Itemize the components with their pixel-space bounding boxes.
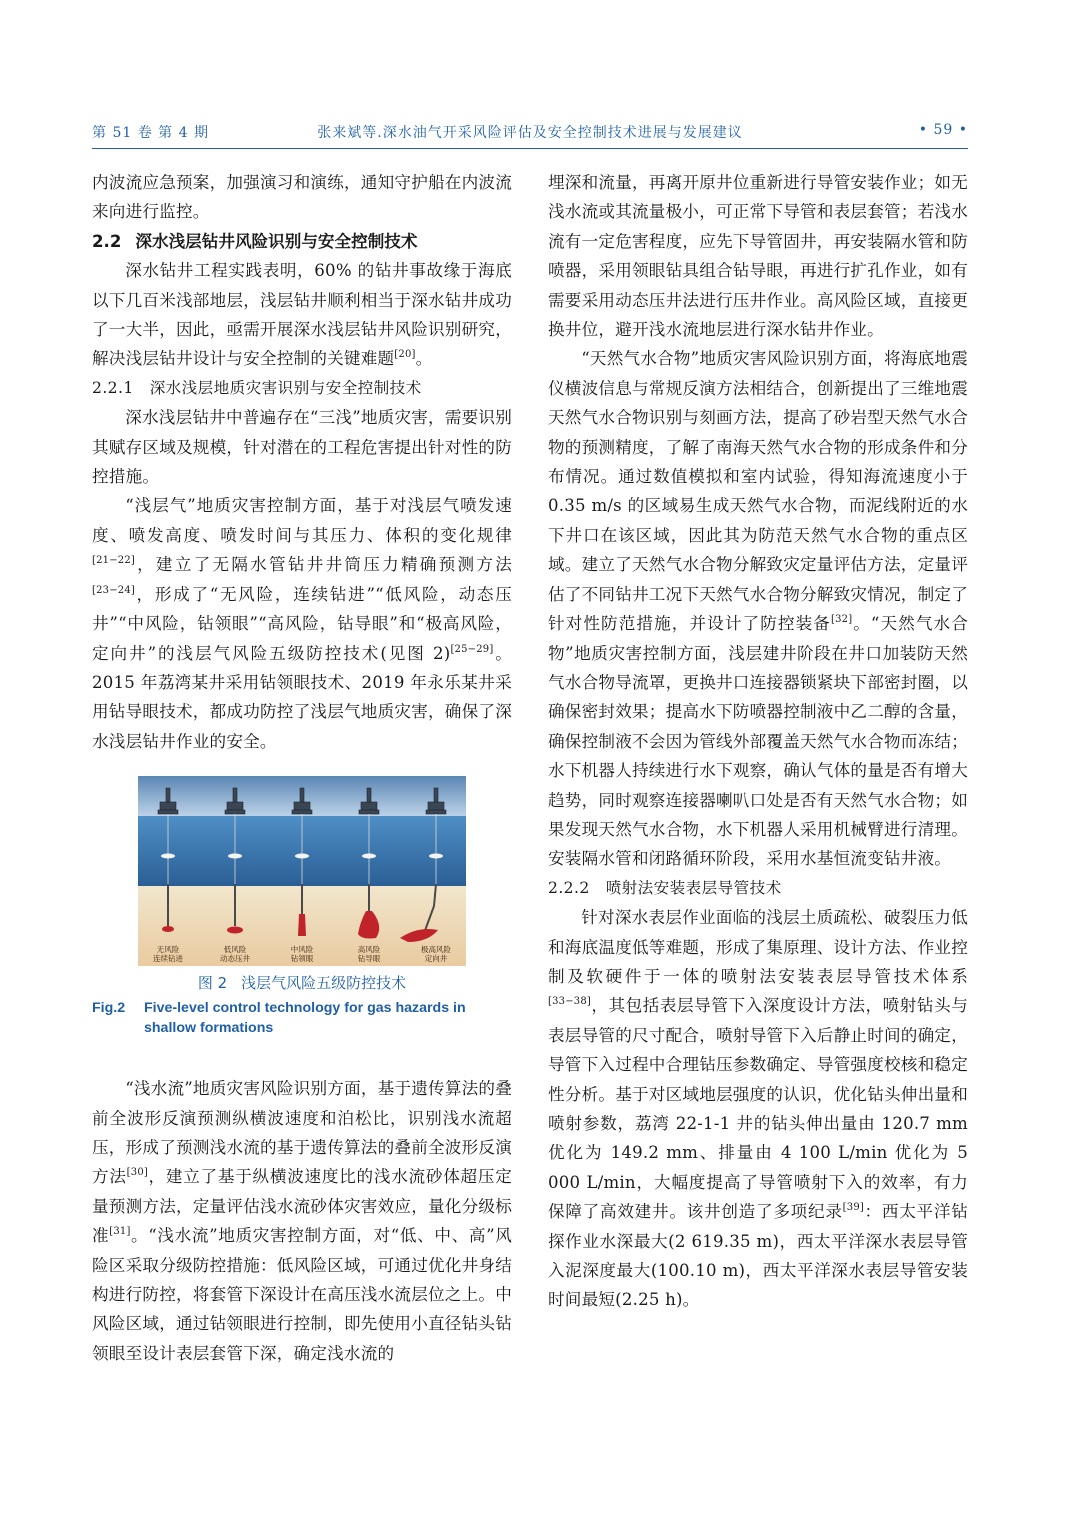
subsection-number: 2.2.2 [548, 878, 590, 897]
citation[interactable]: [33−38] [548, 996, 592, 1008]
running-title: 张来斌等.深水油气开采风险评估及安全控制技术进展与发展建议 [317, 125, 743, 141]
citation[interactable]: [23−24] [92, 584, 136, 596]
subsection-heading-2-2-2 [548, 874, 968, 903]
risk-label: 低风险 [223, 945, 247, 955]
figure-title-cn: 浅层气风险五级防控技术 [241, 974, 407, 993]
citation[interactable]: [39] [842, 1202, 864, 1214]
risk-label: 连续钻进 [153, 954, 183, 964]
figure-2-image [138, 776, 466, 966]
risk-label: 钻领眼 [290, 954, 314, 964]
volume-issue: 第 51 卷 第 4 期 [92, 125, 209, 141]
subsection-title: 深水浅层地质灾害识别与安全控制技术 [149, 378, 422, 397]
paragraph: “天然气水合物”地质灾害风险识别方面，将海底地震仪横波信息与常规反演方法相结合，创新提出了三维地震天然气水合物识别与刻画方法，提高了砂岩型天然气水合物的预测精度，了解了南海天然气水合物的形成条件和分布情况。通过数值模拟和室内试验，得知海流速度小于 0.35 m/s 的区域易生成天然气水合物，而泥线附近的水下井口在该区域，因此其为防范天然气水合物的重点区域。建立了天然气水合物分解致灾定量评估方法，定量评估了不同钻井工况下天然气水合物分解致灾情况，制定了针对性防范措施，并设计了防控装备[32]。“天然气水合物”地质灾害控制方面，浅层建井阶段在井口加装防天然气水合物导流罩，更换井口连接器锁紧块下部密封圈，以确保密封效果；提高水下防喷器控制液中乙二醇的含量，确保控制液不会因为管线外部覆盖天然气水合物而冻结；水下机器人持续进行水下观察，确认气体的量是否有增大趋势，同时观察连接器喇叭口处是否有天然气水合物；如果发现天然气水合物，水下机器人采用机械臂进行清理。安装隔水管和闭路循环阶段，采用水基恒流变钻井液。 [548, 349, 969, 869]
paragraph: 埋深和流量，再离开原井位重新进行导管安装作业；如无浅水流或其流量极小，可正常下导管和表层套管；若浅水流有一定危害程度，应先下导管固井，再安装隔水管和防喷器，采用领眼钻具组合钻导眼，再进行扩孔作业，如有需要采用动态压井法进行压井作业。高风险区域，直接更换井位，避开浅水流地层进行深水钻井作业。 [548, 173, 968, 340]
figure-caption-en [92, 998, 512, 1038]
risk-label: 动态压井 [220, 954, 250, 964]
section-title: 深水浅层钻井风险识别与安全控制技术 [135, 231, 418, 251]
risk-label: 无风险 [156, 945, 180, 955]
risk-label: 极高风险 [421, 945, 451, 955]
header-rule [92, 148, 968, 149]
paragraph: 深水钻井工程实践表明，60% 的钻井事故缘于海底以下几百米浅部地层，浅层钻井顺利相当于深水钻井成功了一大半，因此，亟需开展深水浅层钻井风险识别研究，解决浅层钻井设计与安全控制的关键难题[20]。 [92, 261, 512, 369]
subsection-heading-2-2-1 [92, 374, 512, 403]
figure-number: 图 2 [197, 974, 228, 993]
paragraph: 内波流应急预案，加强演习和演练，通知守护船在内波流来向进行监控。 [92, 173, 512, 222]
subsection-number: 2.2.1 [92, 378, 134, 397]
citation[interactable]: [30] [126, 1167, 148, 1179]
figure-title-en: Five-level control technology for gas hazards in shallow formations [144, 1000, 466, 1037]
paragraph: “浅水流”地质灾害风险识别方面，基于遗传算法的叠前全波形反演预测纵横波速度和泊松比，识别浅水流超压，形成了预测浅水流的基于遗传算法的叠前全波形反演方法[30]，建立了基于纵横波速度比的浅水流砂体超压定量预测方法，定量评估浅水流砂体灾害效应，量化分级标准[31]。“浅水流”地质灾害控制方面，对“低、中、高”风险区采取分级防控措施：低风险区域，可通过优化井身结构进行防控，将套管下深设计在高压浅水流层位之上。中风险区域，通过钻领眼进行控制，即先使用小直径钻头钻领眼至设计表层套管下深，确定浅水流的 [92, 1079, 513, 1363]
section-number: 2.2 [92, 231, 122, 251]
citation[interactable]: [20] [394, 349, 416, 361]
citation[interactable]: [31] [109, 1226, 131, 1238]
right-column [548, 168, 968, 1315]
citation[interactable]: [21−22] [92, 555, 136, 567]
paragraph: 针对深水表层作业面临的浅层土质疏松、破裂压力低和海底温度低等难题，形成了集原理、设计方法、作业控制及软硬件于一体的喷射法安装表层导管技术体系[33−38]，其包括表层导管下入深度设计方法，喷射钻头与表层导管的尺寸配合，喷射导管下入后静止时间的确定，导管下入过程中合理钻压参数确定、导管强度校核和稳定性分析。基于对区域地层强度的认识，优化钻头伸出量和喷射参数，荔湾 22-1-1 井的钻头伸出量由 120.7 mm 优化为 149.2 mm、排量由 4 100 L/min 优化为 5 000 L/min，大幅度提高了导管喷射下入的效率，有力保障了高效建井。该井创造了多项纪录[39]：西太平洋钻探作业水深最大(2 619.35 m)，西太平洋深水表层导管入泥深度最大(100.10 m)，西太平洋深水表层导管安装时间最短(2.25 h)。 [548, 908, 968, 1310]
risk-label: 高风险 [357, 945, 381, 955]
paragraph: “浅层气”地质灾害控制方面，基于对浅层气喷发速度、喷发高度、喷发时间与其压力、体积的变化规律[21−22]，建立了无隔水管钻井井筒压力精确预测方法[23−24]，形成了“无风险，连续钻进”“低风险，动态压井”“中风险，钻领眼”“高风险，钻导眼”和“极高风险，定向井”的浅层气风险五级防控技术(见图 2)[25−29]。2015 年荔湾某井采用钻领眼技术、2019 年永乐某井采用钻导眼技术，都成功防控了浅层气地质灾害，确保了深水浅层钻井作业的安全。 [92, 496, 512, 751]
citation[interactable]: [25−29] [450, 643, 494, 655]
risk-label: 中风险 [290, 945, 314, 955]
risk-label: 钻导眼 [357, 954, 381, 964]
subsection-title: 喷射法安装表层导管技术 [605, 878, 782, 897]
page-number: • 59 • [918, 122, 968, 138]
running-header [92, 122, 968, 144]
paragraph: 深水浅层钻井中普遍存在“三浅”地质灾害，需要识别其赋存区域及规模，针对潜在的工程危害提出针对性的防控措施。 [92, 408, 513, 487]
section-heading-2-2 [92, 227, 512, 256]
risk-label: 定向井 [424, 954, 448, 964]
figure-number-en: Fig.2 [92, 1000, 126, 1017]
left-column [92, 168, 512, 1368]
figure-2 [92, 756, 512, 1074]
citation[interactable]: [32] [830, 614, 853, 626]
figure-caption-cn [92, 972, 512, 993]
